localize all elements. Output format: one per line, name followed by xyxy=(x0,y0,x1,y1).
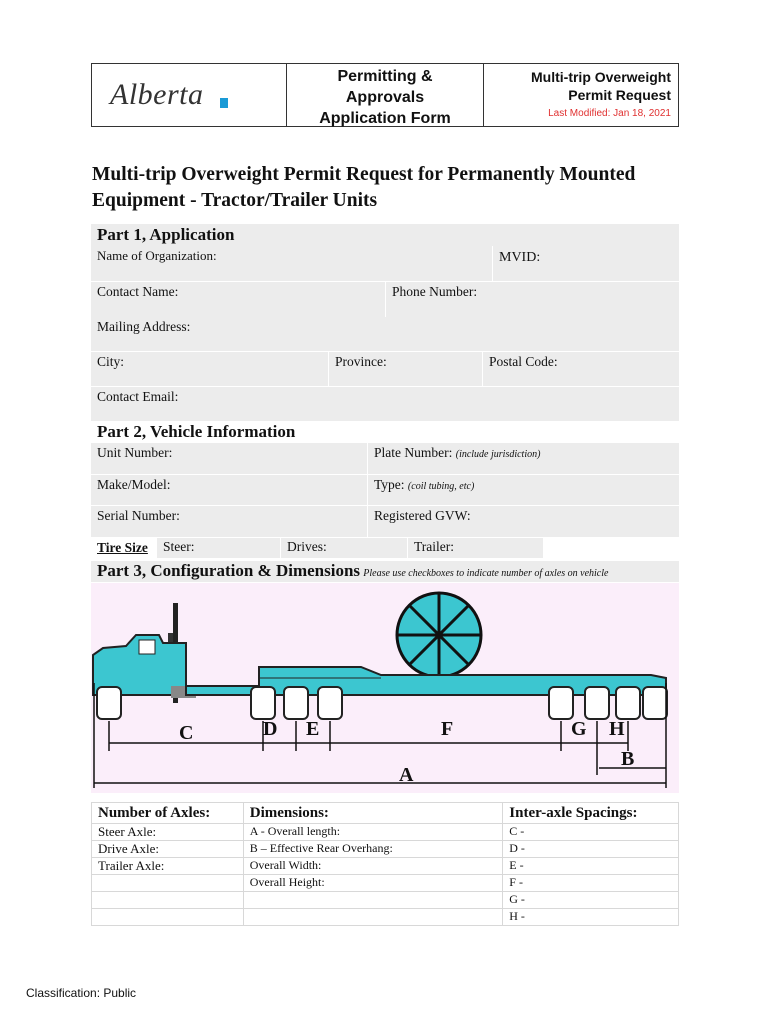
axle-cell[interactable]: Drive Axle: xyxy=(92,841,244,858)
part3-heading: Part 3, Configuration & Dimensions xyxy=(97,561,361,580)
steer-label: Steer: xyxy=(163,539,195,554)
table-row xyxy=(92,841,679,858)
cable-reel-icon xyxy=(397,593,481,677)
document-title xyxy=(92,162,682,214)
contact-name-label: Contact Name: xyxy=(97,284,179,299)
trailer-tire-field[interactable] xyxy=(408,538,543,558)
drives-tire-field[interactable] xyxy=(281,538,407,558)
spacing-cell[interactable]: E - xyxy=(503,858,679,875)
plate-number-hint: (include jurisdiction) xyxy=(455,449,541,460)
table-row xyxy=(92,909,679,926)
type-hint: (coil tubing, etc) xyxy=(407,481,475,492)
trailer-label: Trailer: xyxy=(414,539,454,554)
logo-cell xyxy=(92,64,287,126)
axle-cell[interactable] xyxy=(92,892,244,909)
dim-label-f: F xyxy=(441,718,454,740)
dim-label-g: G xyxy=(571,718,587,740)
postal-code-label: Postal Code: xyxy=(489,354,558,369)
phone-number-field[interactable] xyxy=(386,282,679,317)
dimensions-header: Dimensions: xyxy=(243,803,503,824)
contact-name-field[interactable] xyxy=(91,282,385,317)
plate-number-label: Plate Number: xyxy=(374,445,453,460)
dim-label-d: D xyxy=(263,718,278,740)
axles-header: Number of Axles: xyxy=(92,803,244,824)
mvid-field[interactable] xyxy=(493,246,679,281)
dim-label-b: B xyxy=(621,748,635,770)
spacing-cell[interactable]: C - xyxy=(503,824,679,841)
form-type-cell xyxy=(287,64,484,126)
city-label: City: xyxy=(97,354,125,369)
part2-heading xyxy=(97,422,295,442)
organization-name-field[interactable] xyxy=(91,246,492,281)
axle-cell[interactable]: Trailer Axle: xyxy=(92,858,244,875)
part1-heading: Part 1, Application xyxy=(97,225,235,244)
title-line: Equipment - Tractor/Trailer Units xyxy=(92,190,378,211)
make-model-label: Make/Model: xyxy=(97,477,171,492)
axle-cell[interactable] xyxy=(92,909,244,926)
form-type-line: Permitting & xyxy=(337,68,433,85)
part1-heading-row xyxy=(91,224,679,246)
postal-code-field[interactable] xyxy=(483,352,679,386)
dimension-cell[interactable]: A - Overall length: xyxy=(243,824,503,841)
spacing-cell[interactable]: G - xyxy=(503,892,679,909)
part2-heading-text: Part 2, Vehicle Information xyxy=(97,422,296,441)
form-title-line: Multi-trip Overweight xyxy=(531,69,671,85)
dimension-cell[interactable]: B – Effective Rear Overhang: xyxy=(243,841,503,858)
registered-gvw-field[interactable] xyxy=(368,506,679,537)
axle-cell[interactable]: Steer Axle: xyxy=(92,824,244,841)
organization-name-label: Name of Organization: xyxy=(97,248,217,263)
phone-number-label: Phone Number: xyxy=(392,284,478,299)
form-title-line: Permit Request xyxy=(568,87,671,103)
city-field[interactable] xyxy=(91,352,328,386)
serial-number-label: Serial Number: xyxy=(97,508,180,523)
registered-gvw-label: Registered GVW: xyxy=(374,508,471,523)
type-field[interactable] xyxy=(368,475,679,505)
steer-tire-field[interactable] xyxy=(157,538,280,558)
make-model-field[interactable] xyxy=(91,475,367,505)
province-label: Province: xyxy=(335,354,387,369)
header-box xyxy=(91,63,679,127)
axle-cell[interactable] xyxy=(92,875,244,892)
spacing-cell[interactable]: H - xyxy=(503,909,679,926)
table-row xyxy=(92,858,679,875)
dim-label-a: A xyxy=(399,764,414,786)
table-row xyxy=(92,892,679,909)
drives-label: Drives: xyxy=(287,539,327,554)
spacings-header: Inter-axle Spacings: xyxy=(503,803,679,824)
form-title-cell xyxy=(484,64,678,126)
spacing-cell[interactable]: D - xyxy=(503,841,679,858)
dimension-cell[interactable]: Overall Width: xyxy=(243,858,503,875)
table-row xyxy=(92,824,679,841)
unit-number-label: Unit Number: xyxy=(97,445,173,460)
truck-trailer-diagram xyxy=(91,583,679,793)
table-row xyxy=(92,875,679,892)
dim-label-h: H xyxy=(609,718,625,740)
part3-note: Please use checkboxes to indicate number of axles on vehicle xyxy=(363,568,609,579)
contact-email-label: Contact Email: xyxy=(97,389,179,404)
axle-dimensions-table xyxy=(91,802,679,926)
serial-number-field[interactable] xyxy=(91,506,367,537)
form-type-line: Approvals xyxy=(345,89,425,106)
dimension-cell[interactable]: Overall Height: xyxy=(243,875,503,892)
mailing-address-label: Mailing Address: xyxy=(97,319,191,334)
type-label: Type: xyxy=(374,477,405,492)
dimension-cell[interactable] xyxy=(243,892,503,909)
last-modified: Last Modified: Jan 18, 2021 xyxy=(548,108,671,119)
unit-number-field[interactable] xyxy=(91,443,367,474)
dimension-cell[interactable] xyxy=(243,909,503,926)
part3-heading-row xyxy=(91,561,679,582)
dim-label-c: C xyxy=(179,722,194,744)
mailing-address-field[interactable] xyxy=(91,317,679,351)
spacing-cell[interactable]: F - xyxy=(503,875,679,892)
logo-square-icon xyxy=(220,98,228,108)
alberta-logo: Alberta xyxy=(110,78,204,111)
dim-label-e: E xyxy=(306,718,320,740)
form-type-line: Application Form xyxy=(319,110,451,127)
province-field[interactable] xyxy=(329,352,482,386)
plate-number-field[interactable] xyxy=(368,443,679,474)
tire-size-label: Tire Size xyxy=(97,540,148,555)
title-line: Multi-trip Overweight Permit Request for Permanently Mounted xyxy=(92,164,636,185)
contact-email-field[interactable] xyxy=(91,387,679,421)
classification-footer: Classification: Public xyxy=(26,986,137,1000)
mvid-label: MVID: xyxy=(499,250,541,265)
